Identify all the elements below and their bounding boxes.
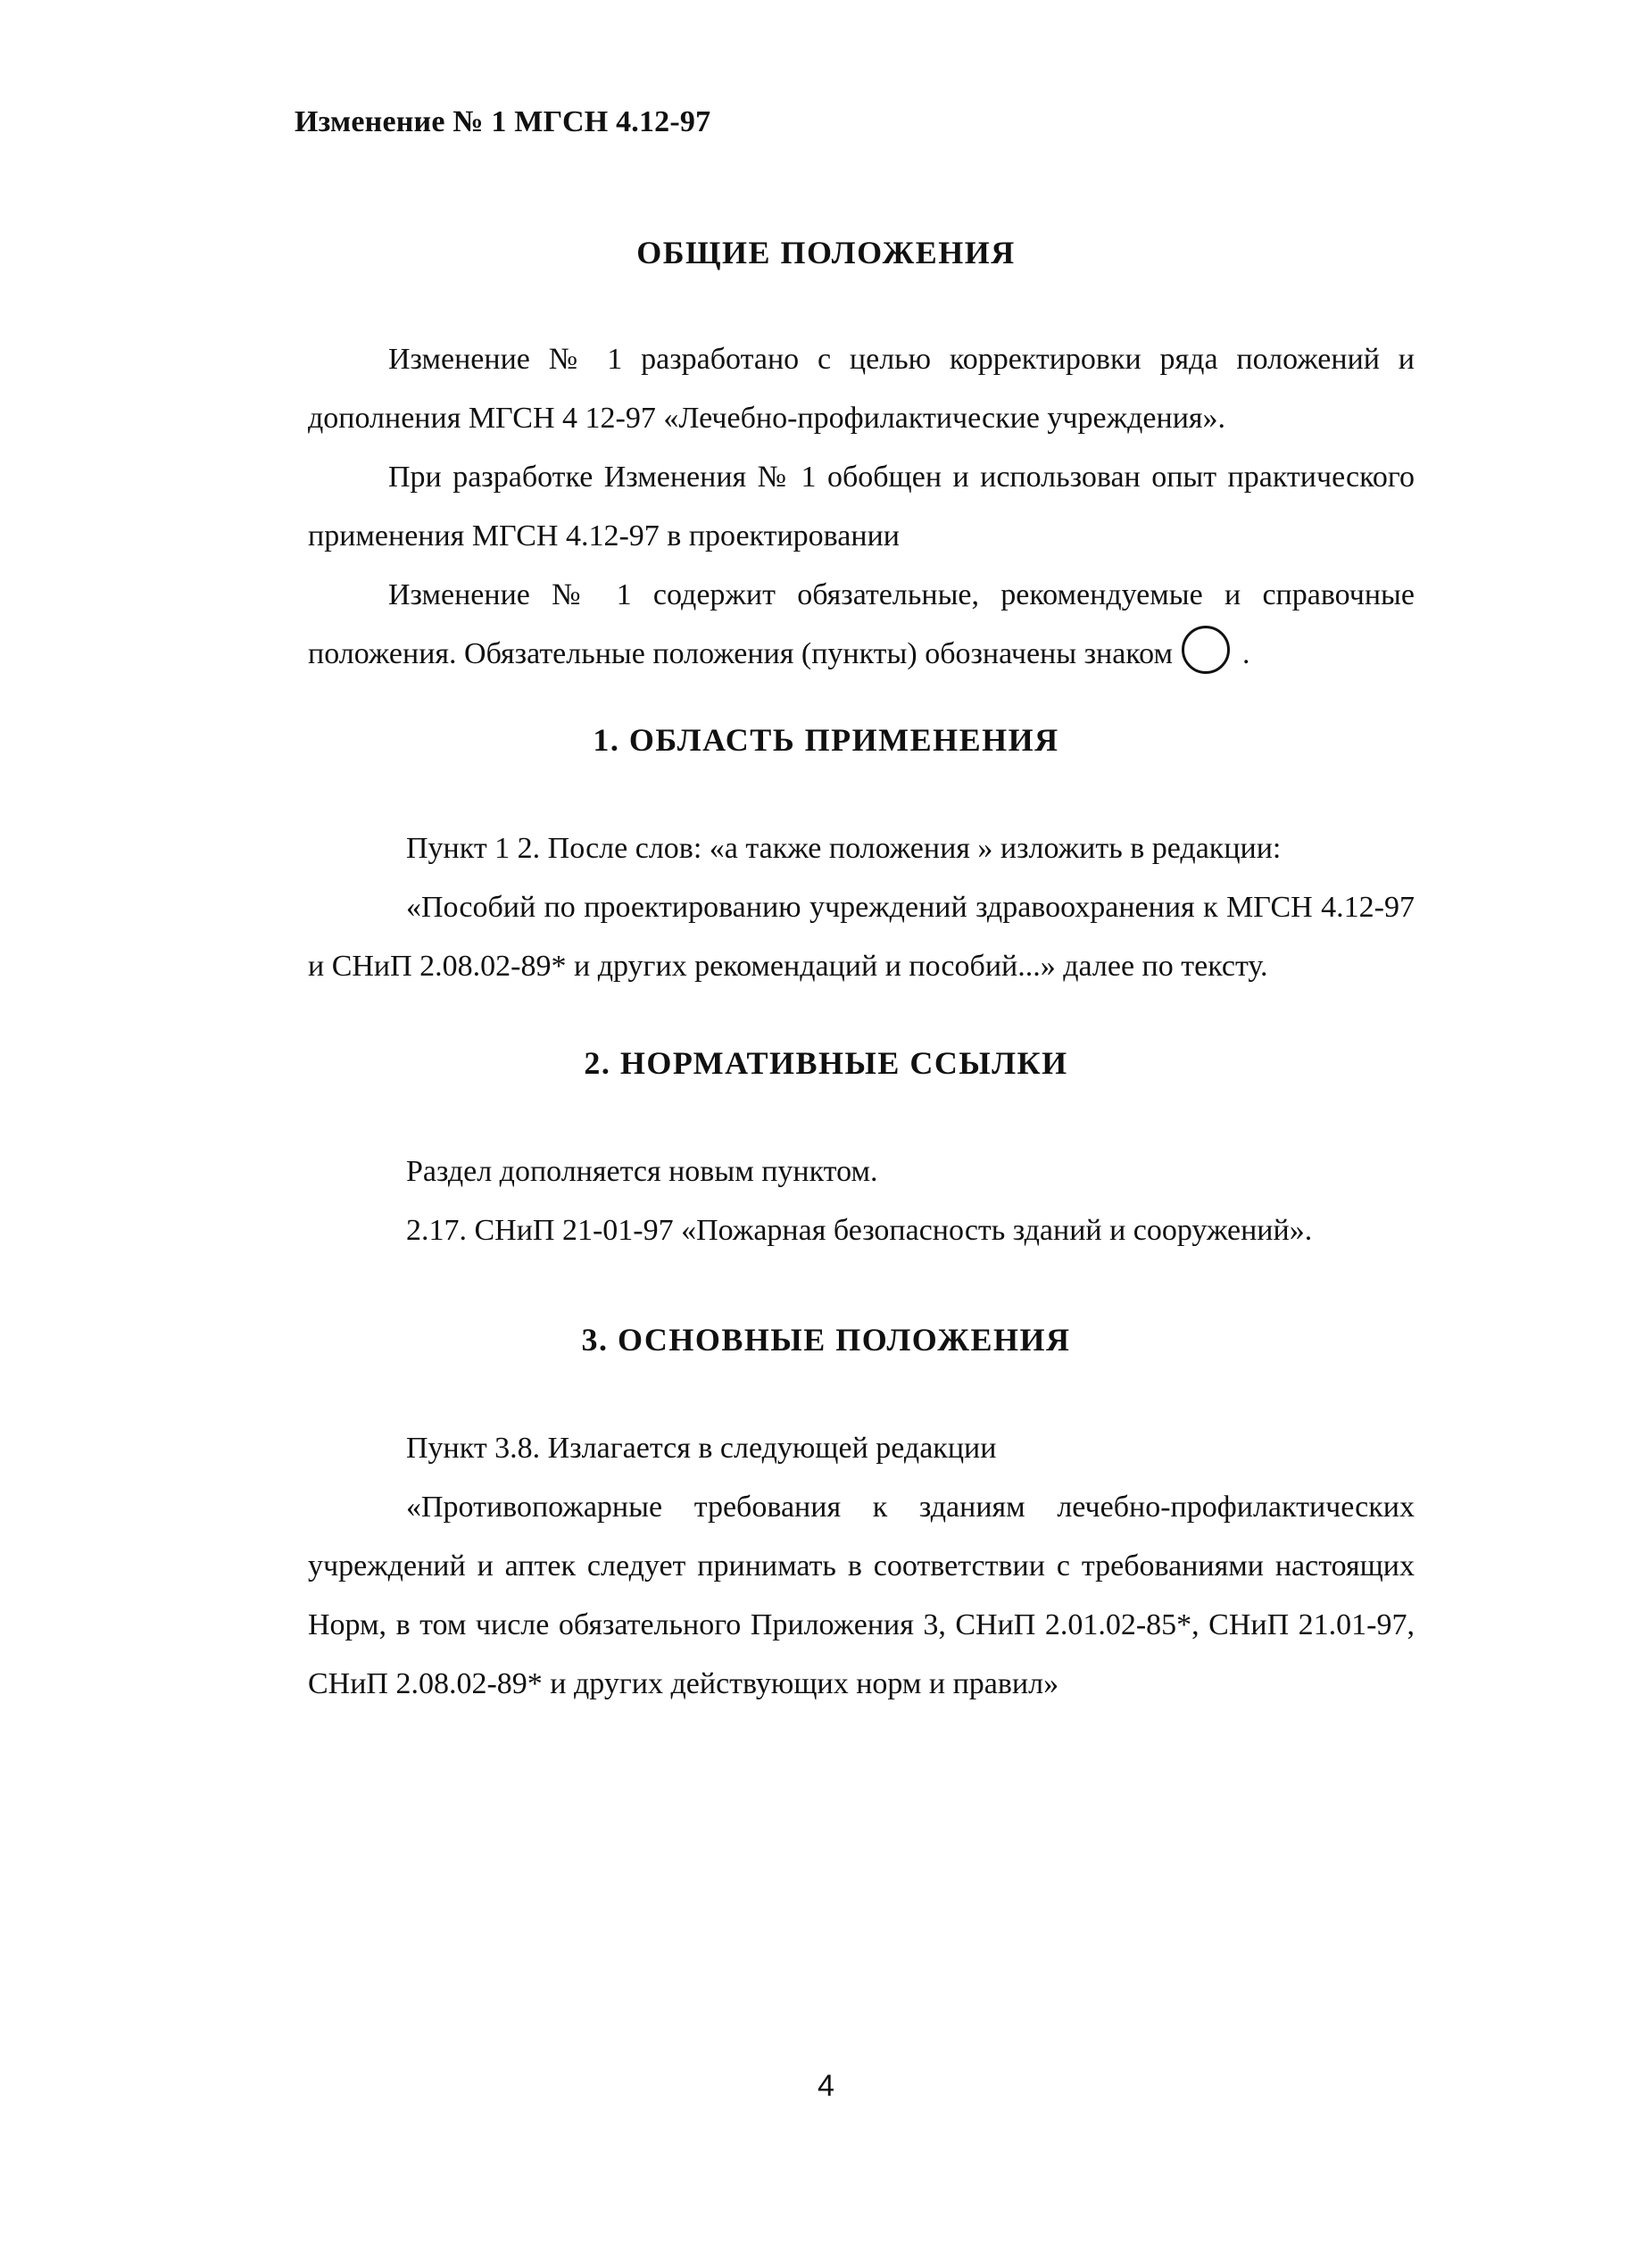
section-2-body [308, 1142, 1415, 1260]
general-paragraph-1: Изменение № 1 разработано с целью корректировки ряда положений и дополнения МГСН 4 12-97 «Лечебно-профилактические учреждения». [308, 343, 1415, 435]
general-provisions-body [308, 330, 1415, 684]
section-1-title: 1. ОБЛАСТЬ ПРИМЕНЕНИЯ [593, 722, 1059, 758]
section-1-body [308, 819, 1415, 996]
general-paragraph-3 [308, 566, 1415, 684]
general-paragraph-3-text: Изменение № 1 содержит обязательные, рекомендуемые и справочные положения. Обязательные положения (пункты) обозначены знаком [308, 578, 1415, 670]
section-2-paragraph-1: Раздел дополняется новым пунктом. [406, 1155, 878, 1188]
section-1-paragraph-2: «Пособий по проектированию учреждений здравоохранения к МГСН 4.12-97 и СНиП 2.08.02-89* и других рекомендаций и пособий...» далее по тексту. [308, 891, 1415, 983]
section-3-paragraph-1: Пункт 3.8. Излагается в следующей редакции [406, 1432, 997, 1465]
page-number: 4 [818, 2069, 834, 2103]
general-paragraph-2: При разработке Изменения № 1 обобщен и использован опыт практического применения МГСН 4.12-97 в проектировании [308, 461, 1415, 552]
section-3-paragraph-2: «Противопожарные требования к зданиям лечебно-профилактических учреждений и аптек следует принимать в соответствии с требованиями настоящих Норм, в том числе обязательного Приложения 3, СНиП 2.01.02-85*, СНиП 21.01-97, СНиП 2.08.02-89* и других действующих норм и правил» [308, 1491, 1415, 1700]
general-provisions-title: ОБЩИЕ ПОЛОЖЕНИЯ [636, 235, 1016, 270]
section-3-title: 3. ОСНОВНЫЕ ПОЛОЖЕНИЯ [581, 1322, 1071, 1358]
document-header: Изменение № 1 МГСН 4.12-97 [295, 105, 711, 138]
mandatory-mark-circle-icon [1182, 626, 1230, 674]
section-1-paragraph-1: Пункт 1 2. После слов: «а также положения » изложить в редакции: [406, 832, 1282, 865]
general-paragraph-3-end: . [1241, 637, 1250, 670]
section-2-title: 2. НОРМАТИВНЫЕ ССЫЛКИ [584, 1045, 1068, 1081]
section-3-body [308, 1419, 1415, 1714]
section-2-paragraph-2: 2.17. СНиП 21-01-97 «Пожарная безопасность зданий и сооружений». [406, 1214, 1313, 1247]
